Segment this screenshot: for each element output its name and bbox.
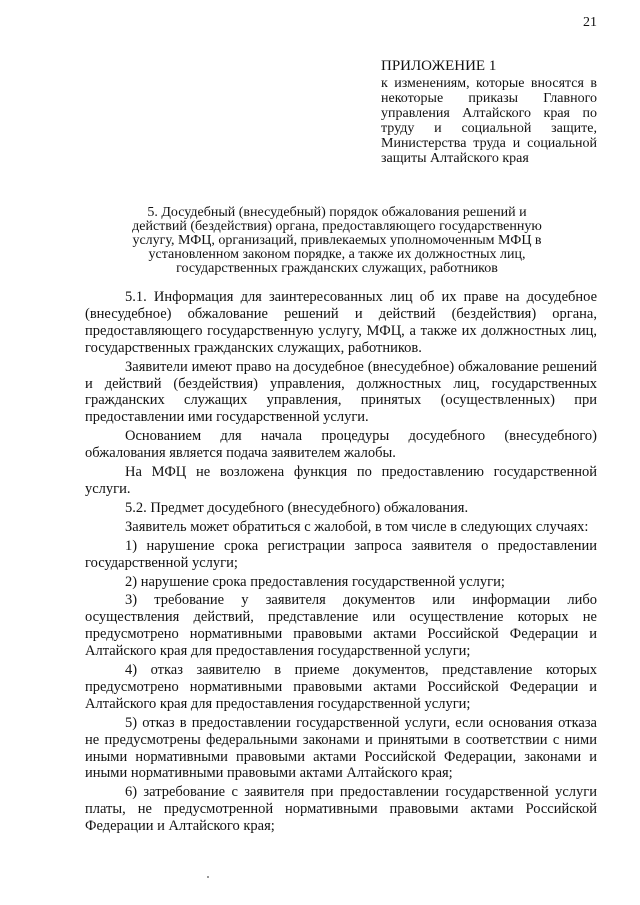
list-item: 5) отказ в предоставлении государственной услуги, если основания отказа не предусмотрены федеральными законами и принятыми в соответствии с ними иными нормативными правовыми актами Российской Федерации, законами и иными нормативными правовыми актами Алтайского края; xyxy=(85,714,597,782)
list-item: 4) отказ заявителю в приеме документов, представление которых предусмотрено нормативными правовыми актами Российской Федерации и Алтайского края для предоставления государственной услуги; xyxy=(85,662,597,712)
list-item: 1) нарушение срока регистрации запроса заявителя о предоставлении государственной услуги; xyxy=(85,537,597,571)
appendix-block xyxy=(381,58,597,166)
paragraph: На МФЦ не возложена функция по предоставлению государственной услуги. xyxy=(85,464,597,497)
scan-speck xyxy=(207,876,209,878)
document-body xyxy=(85,289,597,835)
paragraph: Заявитель может обратиться с жалобой, в том числе в следующих случаях: xyxy=(125,518,589,535)
appendix-title: ПРИЛОЖЕНИЕ 1 xyxy=(381,58,497,74)
list-item: 2) нарушение срока предоставления государственной услуги; xyxy=(125,573,505,590)
page-number: 21 xyxy=(583,15,597,30)
paragraph: 5.2. Предмет досудебного (внесудебного) обжалования. xyxy=(125,499,469,516)
list-item: 6) затребование с заявителя при предоставлении государственной услуги платы, не предусмотренной нормативными правовыми актами Российской Федерации и Алтайского края; xyxy=(85,784,597,835)
paragraph: Основанием для начала процедуры досудебного (внесудебного) обжалования является подача заявителем жалобы. xyxy=(85,428,597,462)
appendix-text: к изменениям, которые вносятся в некоторые приказы Главного управления Алтайского края по труду и социальной защите, Министерства труда и социальной защиты Алтайского края xyxy=(381,76,597,166)
paragraph: Заявители имеют право на досудебное (внесудебное) обжалование решений и действий (бездействия) управления, должностных лиц, государственных гражданских служащих управления, принятых (осуществленных) при предоставлении ими государственной услуги. xyxy=(85,358,597,426)
list-item: 3) требование у заявителя документов или информации либо осуществления действий, представление или осуществление которых не предусмотрено нормативными правовыми актами Российской Федерации и Алтайского края для предоставления государственной услуги; xyxy=(85,592,597,660)
section-heading: 5. Досудебный (внесудебный) порядок обжалования решений и действий (бездействия) органа, предоставляющего государственную услугу, МФЦ, организаций, привлекаемых уполномоченным МФЦ в установленном законом порядке, а также их должностных лиц, государственных гражданских служащих, работников xyxy=(132,205,542,276)
paragraph: 5.1. Информация для заинтересованных лиц об их праве на досудебное (внесудебное) обжалование решений и действий (бездействия) органа, предоставляющего государственную услугу, МФЦ, а также их должностных лиц, государственных гражданских служащих, работников. xyxy=(85,289,597,356)
